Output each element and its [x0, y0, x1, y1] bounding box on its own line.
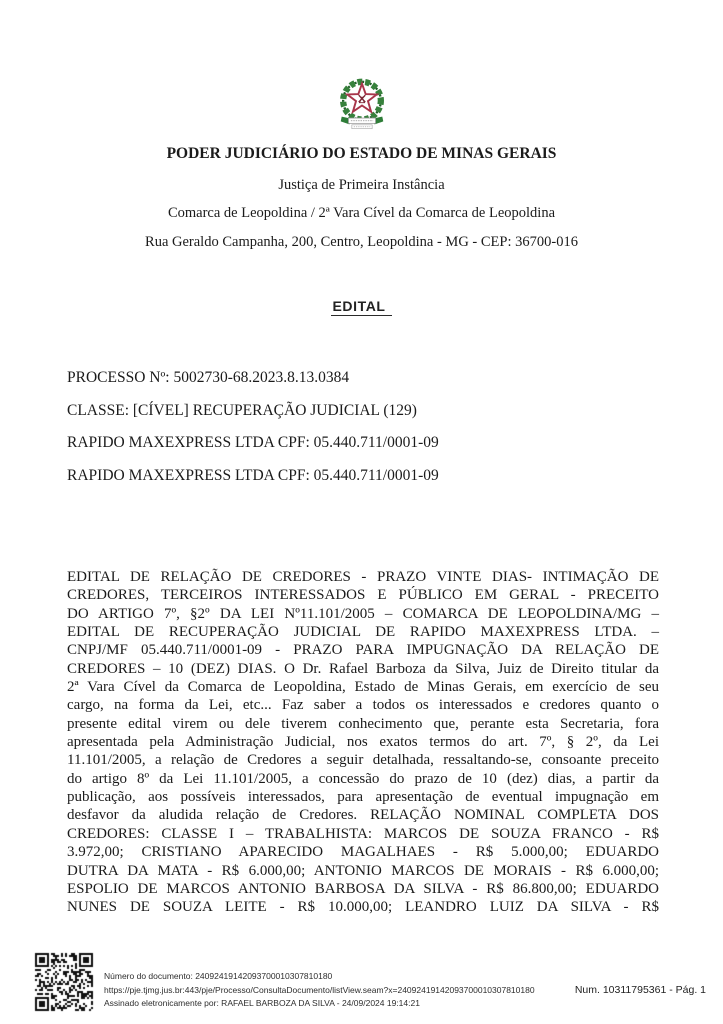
document-footer [104, 971, 535, 1012]
footer-page-number: Num. 10311795361 - Pág. 1 [574, 984, 706, 996]
case-party-2: RAPIDO MAXEXPRESS LTDA CPF: 05.440.711/0001-09 [67, 466, 439, 484]
body-line: publicação, aos possíveis interessados, para apresentação de eventual impugnação em [67, 789, 659, 806]
body-line: CREDORES: CLASSE I – TRABALHISTA: MARCOS DE SOUZA FRANCO - R$ [67, 825, 659, 842]
case-party-1: RAPIDO MAXEXPRESS LTDA CPF: 05.440.711/0001-09 [67, 434, 439, 451]
header-address: Rua Geraldo Campanha, 200, Centro, Leopoldina - MG - CEP: 36700-016 [145, 234, 578, 250]
body-line: 11.101/2005, a relação de Credores a seguir detalhada, ressaltando-se, consoante preceito [67, 752, 659, 769]
qr-code-icon [33, 951, 95, 1013]
case-process-number: PROCESSO Nº: 5002730-68.2023.8.13.0384 [67, 369, 350, 386]
body-line: 3.972,00; CRISTIANO APARECIDO MAGALHAES - R$ 5.000,00; EDUARDO [67, 844, 659, 861]
body-line: CREDORES, TERCEIROS INTERESSADOS E PÚBLICO EM GERAL - PRECEITO [67, 587, 659, 604]
case-info-section [67, 368, 439, 498]
body-line: CNPJ/MF 05.440.711/0001-09 - PRAZO PARA IMPUGNAÇÃO DA RELAÇÃO DE [67, 642, 659, 659]
footer-document-number: Número do documento: 24092419142093700010307810180 [104, 971, 333, 981]
body-line: NUNES DE SOUZA LEITE - R$ 10.000,00; LEANDRO LUIZ DA SILVA - R$ [67, 899, 659, 916]
footer-signature: Assinado eletronicamente por: RAFAEL BARBOZA DA SILVA - 24/09/2024 19:14:21 [104, 998, 420, 1008]
body-line: DO ARTIGO 7º, §2º DA LEI Nº11.101/2005 – COMARCA DE LEOPOLDINA/MG – [67, 605, 659, 622]
body-line: ESPOLIO DE MARCOS ANTONIO BARBOSA DA SILVA - R$ 86.800,00; EDUARDO [67, 880, 659, 897]
body-line: presente edital virem ou dele tiverem conhecimento que, perante esta Secretaria, fora [67, 715, 659, 732]
case-class: CLASSE: [CÍVEL] RECUPERAÇÃO JUDICIAL (129) [67, 401, 417, 419]
document-header [0, 144, 723, 252]
body-line: apresentada pela Administração Judicial, nos exatos termos do art. 7º, § 2º, da Lei [67, 734, 659, 751]
body-line: cargo, na forma da Lei, etc... Faz saber a todos os interessados e credores quanto o [67, 697, 659, 714]
document-title [0, 298, 723, 314]
edital-body [67, 568, 659, 917]
body-line: EDITAL DE RECUPERAÇÃO JUDICIAL DE RAPIDO MAXEXPRESS LTDA. – [67, 624, 659, 641]
header-court: Comarca de Leopoldina / 2ª Vara Cível da Comarca de Leopoldina [167, 205, 556, 221]
header-institution: PODER JUDICIÁRIO DO ESTADO DE MINAS GERAIS [166, 145, 557, 162]
minas-gerais-coat-of-arms-icon [333, 76, 391, 134]
body-line: 2ª Vara Cível da Comarca de Leopoldina, Estado de Minas Gerais, em exercício de seu [67, 679, 659, 696]
body-line: do artigo 8º da Lei 11.101/2005, a concessão do prazo de 10 (dez) dias, a partir da [67, 770, 659, 787]
document-title-text: EDITAL [331, 298, 391, 316]
body-line: desfavor da aludida relação de Credores. RELAÇÃO NOMINAL COMPLETA DOS [67, 807, 659, 824]
footer-url: https://pje.tjmg.jus.br:443/pje/Processo/ConsultaDocumento/listView.seam?x=24092419142093700010307810180 [104, 984, 535, 995]
body-line: DUTRA DA MATA - R$ 6.000,00; ANTONIO MARCOS DE MORAIS - R$ 6.000,00; [67, 862, 659, 879]
body-line: CREDORES – 10 (DEZ) DIAS. O Dr. Rafael Barboza da Silva, Juiz de Direito titular da [67, 660, 659, 677]
body-line: EDITAL DE RELAÇÃO DE CREDORES - PRAZO VINTE DIAS- INTIMAÇÃO DE [67, 569, 659, 585]
header-instance: Justiça de Primeira Instância [278, 177, 445, 193]
